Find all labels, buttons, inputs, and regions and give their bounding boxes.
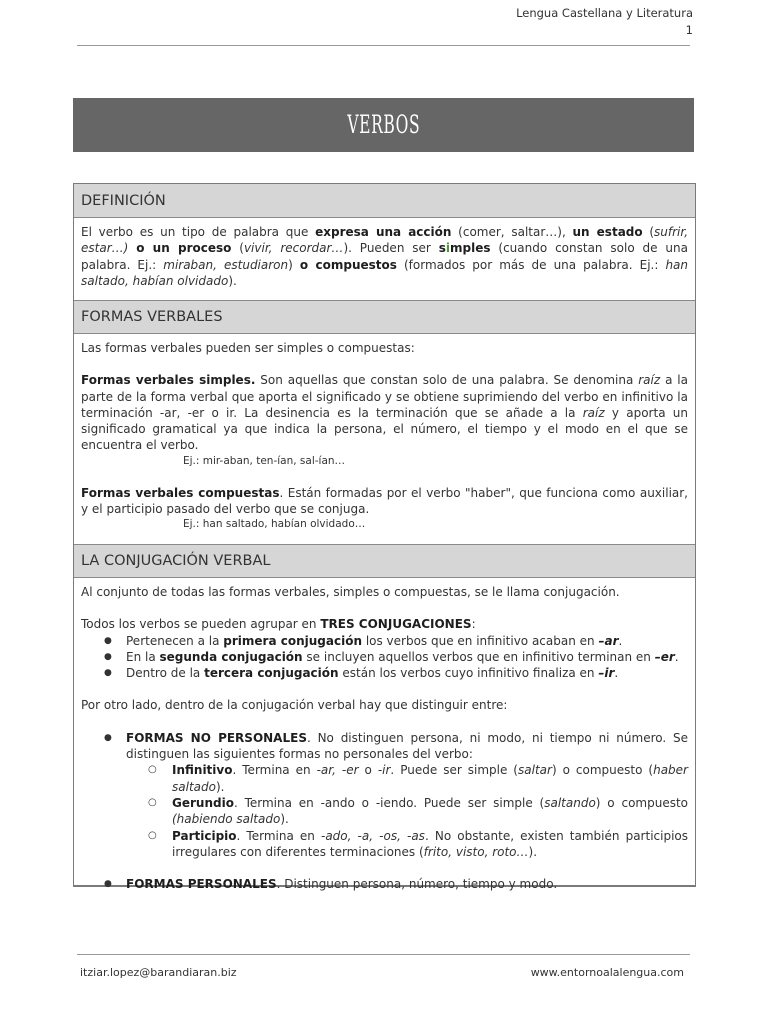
- conjugacion-definition: Al conjunto de todas las formas verbales, simples o compuestas, se le llama conjugación.: [81, 585, 620, 599]
- sublist-item-participio: ○ Participio. Termina en -ado, -a, -os, -as. No obstante, existen también participios irregulares con diferentes terminaciones (frito, visto, roto…).: [126, 828, 688, 861]
- list-item-segunda: ● En la segunda conjugación se incluyen aquellos verbos que en infinitivo terminan en –er.: [81, 649, 688, 665]
- conjugaciones-intro: Todos los verbos se pueden agrupar en TRES CONJUGACIONES:: [81, 617, 476, 632]
- title-banner: [73, 98, 694, 152]
- list-item-personales: ● FORMAS PERSONALES. Distinguen persona, número, tiempo y modo.: [81, 876, 688, 892]
- no-personales-sublist: [126, 762, 688, 860]
- footer-divider: [77, 954, 690, 955]
- conjugaciones-list: [81, 633, 688, 682]
- sublist-item-gerundio: ○ Gerundio. Termina en -ando o -iendo. Puede ser simple (saltando) o compuesto (habiendo saltado).: [126, 795, 688, 828]
- section-body-definicion: [74, 218, 695, 300]
- sublist-item-infinitivo: ○ Infinitivo. Termina en -ar, -er o -ir. Puede ser simple (saltar) o compuesto (haber saltado).: [126, 762, 688, 795]
- footer-website: www.entornoalalengua.com: [530, 966, 684, 979]
- header-page-number: 1: [685, 23, 693, 37]
- page-header: [516, 5, 693, 39]
- formas-list: [81, 730, 688, 893]
- footer-email: itziar.lopez@barandiaran.biz: [80, 966, 237, 979]
- section-heading-definicion: DEFINICIÓN: [74, 184, 695, 218]
- formas-compuestas-example: Ej.: han saltado, habían olvidado…: [183, 518, 366, 531]
- distinguir-intro: Por otro lado, dentro de la conjugación verbal hay que distinguir entre:: [81, 698, 508, 713]
- content-table: [73, 183, 696, 892]
- formas-compuestas-paragraph: Formas verbales compuestas. Están formadas por el verbo "haber", que funciona como auxiliar, y el participio pasado del verbo que se conjuga.: [81, 485, 689, 517]
- formas-simples-example: Ej.: mir-aban, ten-ían, sal-ían…: [183, 454, 346, 467]
- section-body-formas-verbales: [74, 334, 695, 544]
- header-divider: [77, 45, 690, 46]
- formas-intro: Las formas verbales pueden ser simples o compuestas:: [81, 341, 415, 355]
- formas-simples-paragraph: Formas verbales simples. Son aquellas que constan solo de una palabra. Se denomina raíz a la parte de la forma verbal que aporta el significado y se obtiene suprimiendo del verbo en infinitivo la terminación -ar, -er o ir. La desinencia es la terminación que se añade a la raíz y aporta un significado gramatical ya que indica la persona, el número, el tiempo y el modo en el que se encuentra el verbo.: [81, 373, 689, 453]
- section-heading-conjugacion: LA CONJUGACIÓN VERBAL: [74, 544, 695, 578]
- list-item-tercera: ● Dentro de la tercera conjugación están los verbos cuyo infinitivo finaliza en –ir.: [81, 665, 688, 681]
- section-body-conjugacion: [74, 578, 695, 892]
- list-item-primera: ● Pertenecen a la primera conjugación los verbos que en infinitivo acaban en –ar.: [81, 633, 688, 649]
- list-item-no-personales: ● FORMAS NO PERSONALES. No distinguen persona, ni modo, ni tiempo ni número. Se distinguen las siguientes formas no personales del verbo: ○ Infinitivo. Termina en -ar, -er o -ir. Puede ser simple (saltar) o compuesto (haber saltado). ○ Gerundio. Termina en -ando o -iendo. Puede ser simple (saltando) o compuesto (habiendo saltado). ○ Participio. Termina en -ado, -a, -os, -as. No obstante, existen también participios irregulares con diferentes terminaciones (frito, visto, roto…).: [81, 730, 688, 860]
- page-title: VERBOS: [347, 110, 420, 139]
- definition-paragraph: El verbo es un tipo de palabra que expresa una acción (comer, saltar…), un estado (sufrir, estar…) o un proceso (vivir, recordar…). Pueden ser simples (cuando constan solo de una palabra. Ej.: miraban, estudiaron) o compuestos (formados por más de una palabra. Ej.: han saltado, habían olvidado).: [81, 225, 689, 288]
- header-subject: Lengua Castellana y Literatura: [516, 6, 693, 20]
- section-heading-formas-verbales: FORMAS VERBALES: [74, 300, 695, 334]
